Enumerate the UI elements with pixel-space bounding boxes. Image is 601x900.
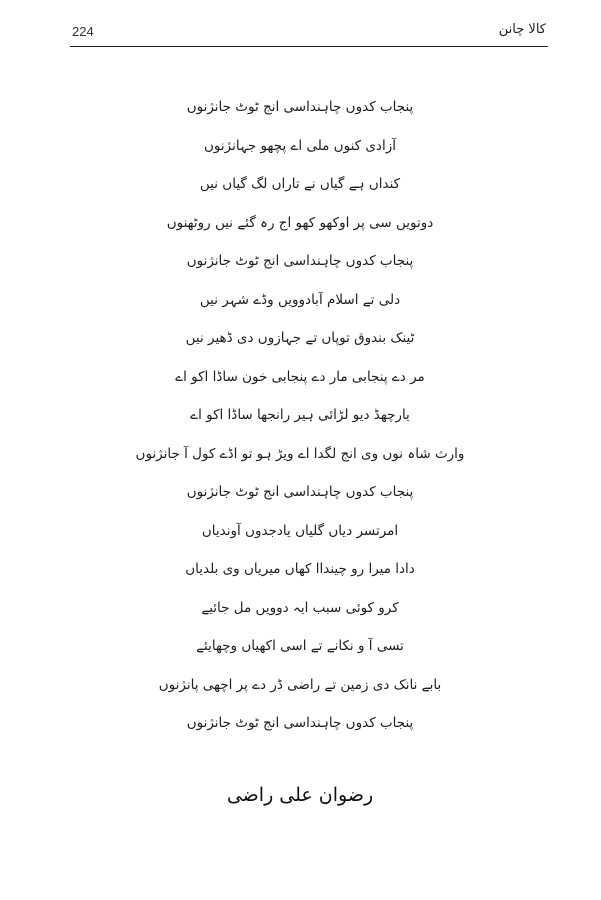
poet-name: رضوان علی راضی [226, 784, 374, 806]
poem-line: پنجاب کدوں چاہنداسی انج ٹوٹ جانژنوں [186, 715, 414, 731]
poem-line: تسی آ و نکانے تے اسی اکھیاں وچھایئے [196, 638, 404, 654]
poem-line: دوتویں سی پر اوکھو کھو اج رہ گئے نیں روٹھنوں [166, 214, 434, 231]
poem-line: بابے نانک دی زمین تے راضی ڈر دے پر اچھی پانژنوں [158, 676, 442, 693]
page-header [70, 18, 548, 47]
poem-line: مر دے پنجابی مار دے پنجابی خون ساڈا اکو اے [175, 368, 425, 385]
poem-line: کنداں ہے گیاں نے تاراں لگ گیاں نیں [199, 176, 401, 192]
poem-line: آزادی کنوں ملی اے پچھو جہانژنوں [204, 137, 396, 154]
poem-line: امرتسر دیاں گلیاں یادجدوں آوندیاں [201, 522, 399, 539]
poem [100, 92, 500, 747]
page-number: 224 [72, 24, 94, 39]
book-title: کالا چانن [498, 22, 546, 37]
poem-line: دلی تے اسلام آبادوویں وڈے شہر نیں [199, 291, 401, 308]
poem-line: پنجاب کدوں چاہنداسی انج ٹوٹ جانژنوں [186, 253, 414, 269]
poem-line: ٹینک بندوق توپاں تے جہازوں دی ڈھیر نیں [185, 330, 415, 346]
poem-line: پنجاب کدوں چاہنداسی انج ٹوٹ جانژنوں [186, 99, 414, 115]
poem-line: وارث شاہ نوں وی انج لگدا اے ویڑ ہو تو اڈے کول آ جانژنوں [135, 445, 465, 462]
poem-line: کرو کوئی سبب ایہ دوویں مل جائیے [201, 599, 399, 616]
poem-line: پنجاب کدوں چاہنداسی انج ٹوٹ جانژنوں [186, 484, 414, 500]
poem-line: دادا میرا رو چینداا کھاں میریاں وی بلدیاں [185, 561, 415, 577]
poem-line: یارچھڈ دیو لڑائی ہیر رانجھا ساڈا اکو اے [190, 407, 410, 423]
